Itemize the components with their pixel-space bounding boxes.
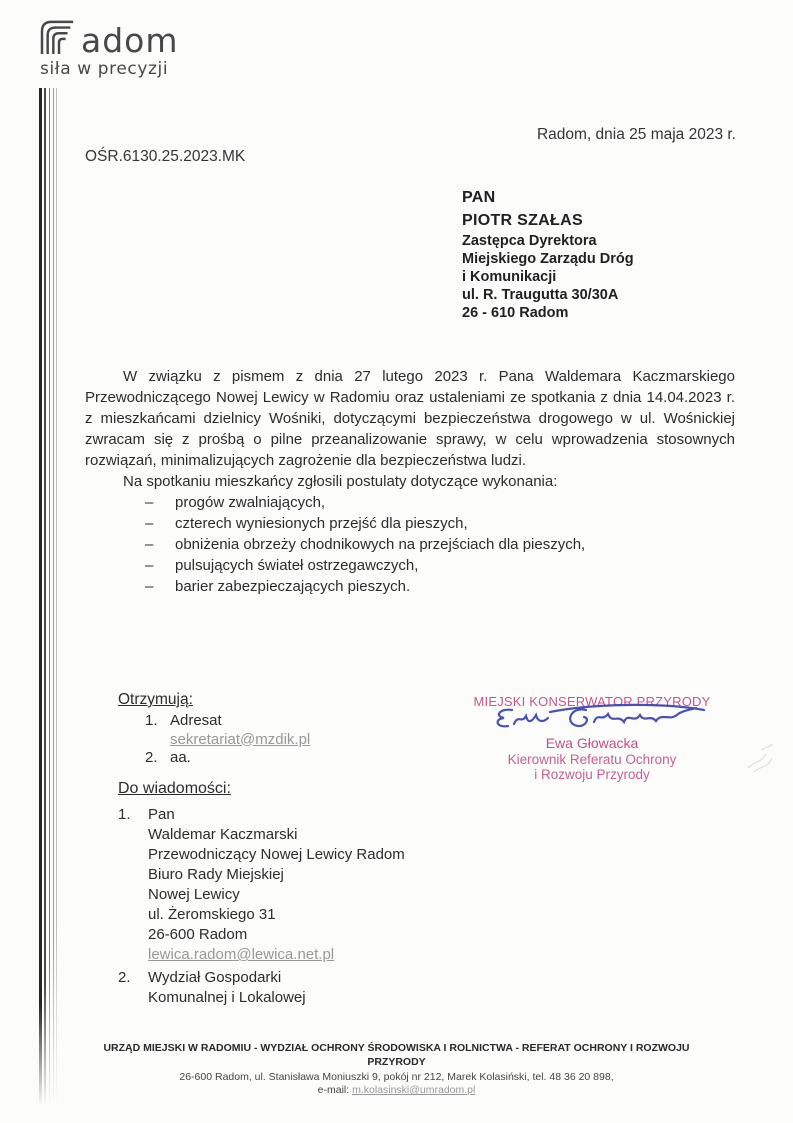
dash-bullet: – [145,515,154,532]
radom-logo-r-icon [40,20,78,58]
postulate-item [145,513,735,534]
radom-logo [40,20,179,78]
cc-item-lines [148,968,306,1008]
dash-bullet: – [145,536,154,553]
recipient-line: Zastępca Dyrektora [462,233,597,249]
email-link-mzdik[interactable]: sekretariat@mzdik.pl [170,730,311,748]
signer-title-line2: i Rozwoju Przyrody [534,767,650,782]
recipient-block [462,186,634,322]
cc-item-1 [118,805,405,965]
cc-line: ul. Żeromskiego 31 [148,906,276,923]
cc-line: Waldemar Kaczmarski [148,826,298,843]
cc-line: Przewodniczący Nowej Lewicy Radom [148,846,405,863]
cc-section [118,780,405,1011]
body-paragraph-2: Na spotkaniu mieszkańcy zgłosili postulaty dotyczące wykonania: [123,473,558,490]
cc-line: Komunalnej i Lokalowej [148,989,306,1006]
distribution-section [118,691,310,768]
item-number: 2. [118,969,131,986]
postulate-text: czterech wyniesionych przejść dla pieszych, [175,515,468,532]
cc-line: Biuro Rady Miejskiej [148,866,284,883]
radom-logo-text: adom [81,21,179,60]
recipient-line: ul. R. Traugutta 30/30A [462,287,619,303]
cc-item-2 [118,968,405,1008]
cc-item-lines [148,805,405,965]
cc-line: 26-600 Radom [148,926,248,943]
footer-email-label: e-mail: [317,1084,350,1096]
cc-line: Pan [148,806,175,823]
footer-email-row [0,1084,793,1097]
item-number: 2. [145,749,158,766]
radom-logo-tagline: siła w precyzji [40,59,169,79]
body-paragraph-1: W związku z pismem z dnia 27 lutego 2023 r. Pana Waldemara Kaczmarskiego Przewodniczącego Nowej Lewicy w Radomiu oraz ustaleniami ze spotkania z dnia 14.04.2023 r. z mieszkańcami dzielnicy Wośniki, dotyczącymi bezpieczeństwa drogowego w ul. Wośnickiej zwracam się z prośbą o pilne przeanalizowanie sprawy, w celu wprowadzenia stosownych rozwiązań, minimalizujących zagrożenie dla bezpieczeństwa ludzi. [85,368,735,469]
email-link-lewica[interactable]: lewica.radom@lewica.net.pl [148,946,335,963]
postulate-text: obniżenia obrzeży chodnikowych na przejściach dla pieszych, [175,536,586,553]
recipient-line: Miejskiego Zarządu Dróg [462,251,634,267]
item-number: 1. [118,806,131,823]
scan-smudge [742,730,778,779]
footer-office-title-line1: URZĄD MIEJSKI W RADOMIU - WYDZIAŁ OCHRONY ŚRODOWISKA I ROLNICTWA - REFERAT OCHRONY I ROZWOJU [103,1042,690,1054]
dash-bullet: – [145,494,154,511]
letter-footer [0,1042,793,1097]
cc-line: Nowej Lewicy [148,886,240,903]
cc-line: Wydział Gospodarki [148,969,282,986]
postulate-item [145,576,735,597]
postulates-list [85,492,735,597]
postulate-item [145,555,735,576]
dash-bullet: – [145,557,154,574]
cc-heading: Do wiadomości: [118,780,231,797]
postulate-item [145,534,735,555]
recipient-line: PAN [462,189,496,206]
footer-address: 26-600 Radom, ul. Stanisława Moniuszki 9, pokój nr 212, Marek Kolasiński, tel. 48 36 20 898, [179,1071,614,1083]
stamp-title: MIEJSKI KONSERWATOR PRZYRODY [473,694,711,709]
dash-bullet: – [145,578,154,595]
distribution-heading: Otrzymują: [118,691,193,708]
postulate-text: barier zabezpieczających pieszych. [175,578,411,595]
footer-office-title-line2: PRZYRODY [367,1055,426,1068]
postulate-item [145,492,735,513]
item-text: Adresat [170,712,222,729]
case-reference-number: OŚR.6130.25.2023.MK [85,148,246,165]
distribution-item [145,712,310,731]
postulate-text: pulsujących świateł ostrzegawczych, [175,557,419,574]
postulate-text: progów zwalniających, [175,494,326,511]
email-link-umradom[interactable]: m.kolasinski@umradom.pl [352,1084,476,1096]
signer-name: Ewa Głowacka [545,735,639,751]
distribution-item-email [145,731,310,750]
distribution-item [145,749,310,768]
handwritten-signature-icon [490,702,708,743]
signer-title-line1: Kierownik Referatu Ochrony [507,751,677,767]
recipient-line: PIOTR SZAŁAS [462,212,583,229]
item-text: aa. [170,749,191,766]
letter-date: Radom, dnia 25 maja 2023 r. [536,126,736,143]
letter-body [85,366,735,597]
recipient-line: i Komunikacji [462,269,557,285]
recipient-line: 26 - 610 Radom [462,305,569,321]
item-number: 1. [145,712,158,729]
scan-artifact-stripes [39,88,61,1106]
